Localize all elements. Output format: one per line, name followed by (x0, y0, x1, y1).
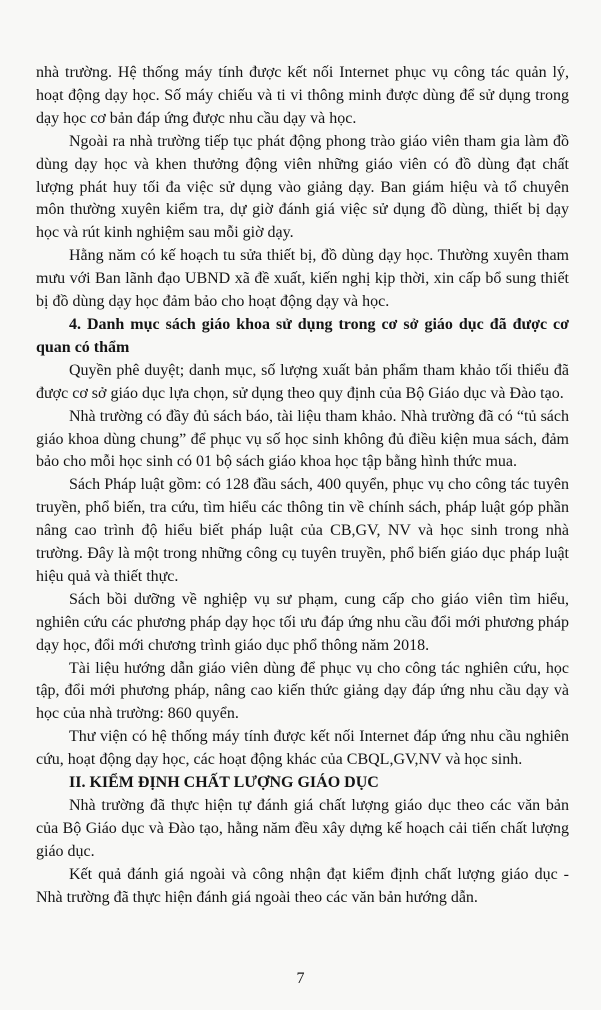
section-heading-textbooks: 4. Danh mục sách giáo khoa sử dụng trong cơ sở giáo dục đã được cơ quan có thẩm (36, 315, 569, 356)
paragraph-teacher-guides: Tài liệu hướng dẫn giáo viên dùng để phục vụ cho công tác nghiên cứu, học tập, đổi mới phương pháp, nâng cao kiến thức giảng dạy đáp ứng nhu cầu dạy và học của nhà trường: 860 quyển. (36, 659, 569, 723)
paragraph-equipment-repair: Hằng năm có kế hoạch tu sửa thiết bị, đồ dùng dạy học. Thường xuyên tham mưu với Ban lãnh đạo UBND xã đề xuất, kiến nghị kịp thời, xin cấp bổ sung thiết bị đồ dùng dạy học đảm bảo cho hoạt động dạy và học. (36, 247, 569, 311)
paragraph-external-assessment: Kết quả đánh giá ngoài và công nhận đạt kiểm định chất lượng giáo dục - Nhà trường đã thực hiện đánh giá ngoài theo các văn bản hướng dẫn. (36, 865, 569, 906)
paragraph-pedagogy-books: Sách bồi dưỡng về nghiệp vụ sư phạm, cung cấp cho giáo viên tìm hiểu, nghiên cứu các phương pháp dạy học tối ưu đáp ứng nhu cầu đổi mới phương pháp dạy học, đổi mới chương trình giáo dục phổ thông năm 2018. (36, 590, 569, 654)
paragraph-continuation: nhà trường. Hệ thống máy tính được kết nối Internet phục vụ công tác quản lý, hoạt động dạy học. Số máy chiếu và ti vi thông minh được dùng để sử dụng trong dạy học cơ bản đáp ứng được nhu cầu dạy và học. (36, 64, 569, 127)
paragraph-teaching-aids: Ngoài ra nhà trường tiếp tục phát động phong trào giáo viên tham gia làm đồ dùng dạy học và khen thưởng động viên những giáo viên có đồ dùng đạt chất lượng phát huy tối đa việc sử dụng vào giảng dạy. Ban giám hiệu và tổ chuyên môn thường xuyên kiểm tra, dự giờ đánh giá việc sử dụng đồ dùng, thiết bị dạy học và rút kinh nghiệm sau mỗi giờ dạy. (36, 132, 569, 242)
section-heading-accreditation: II. KIỂM ĐỊNH CHẤT LƯỢNG GIÁO DỤC (69, 774, 379, 792)
paragraph-approval: Quyền phê duyệt; danh mục, số lượng xuất bản phẩm tham khảo tối thiểu đã được cơ sở giáo dục lựa chọn, sử dụng theo quy định của Bộ Giáo dục và Đào tạo. (36, 361, 569, 402)
paragraph-shared-bookshelf: Nhà trường có đầy đủ sách báo, tài liệu tham khảo. Nhà trường đã có “tủ sách giáo khoa dùng chung” để phục vụ số học sinh không đủ điều kiện mua sách, đảm bảo cho mỗi học sinh có 01 bộ sách giáo khoa học tập bằng hình thức mua. (36, 407, 569, 471)
paragraph-self-assessment: Nhà trường đã thực hiện tự đánh giá chất lượng giáo dục theo các văn bản của Bộ Giáo dục và Đào tạo, hằng năm đều xây dựng kế hoạch cải tiến chất lượng giáo dục. (36, 797, 569, 860)
paragraph-law-books: Sách Pháp luật gồm: có 128 đầu sách, 400 quyển, phục vụ cho công tác tuyên truyền, phổ biến, tra cứu, tìm hiểu các thông tin về chính sách, pháp luật góp phần nâng cao trình độ hiểu biết pháp luật của CB,GV, NV và học sinh trong nhà trường. Đây là một trong những công cụ tuyên truyền, phổ biến giáo dục pháp luật hiệu quả và thiết thực. (36, 476, 569, 585)
page-number: 7 (296, 970, 305, 987)
paragraph-library-computers: Thư viện có hệ thống máy tính được kết nối Internet đáp ứng nhu cầu nghiên cứu, hoạt động dạy học, các hoạt động khác của CBQL,GV,NV và học sinh. (36, 728, 569, 769)
